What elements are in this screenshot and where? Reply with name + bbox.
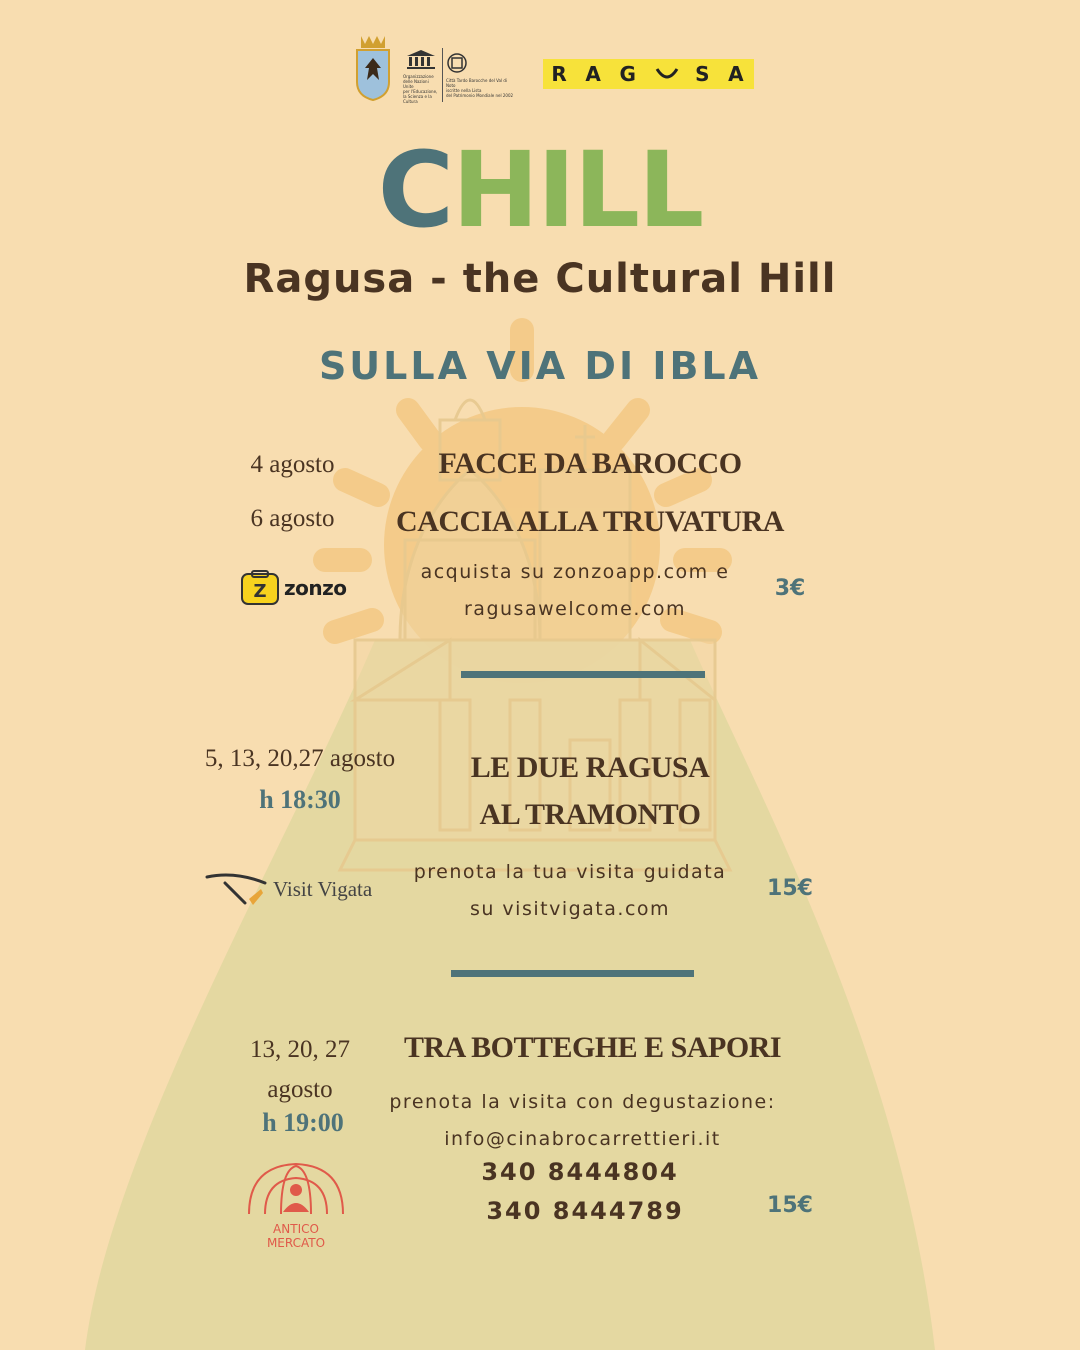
booking-info-line: acquista su zonzoapp.com e bbox=[420, 561, 730, 583]
ragusa-brand-logo bbox=[543, 59, 754, 89]
ragusa-letter: A bbox=[728, 62, 746, 86]
zonzo-logo[interactable] bbox=[240, 569, 355, 607]
booking-info-line: su visitvigata.com bbox=[469, 898, 671, 920]
event-date-line: 13, 20, 27 bbox=[250, 1036, 350, 1063]
booking-info-line: info@cinabrocarrettieri.it bbox=[444, 1128, 721, 1150]
booking-info-line: prenota la tua visita guidata bbox=[413, 861, 727, 883]
svg-text:Z: Z bbox=[253, 581, 267, 602]
unesco-caption: Organizzazione delle Nazioni Unite per l'Educazione, la Scienza e la Cultura bbox=[403, 74, 438, 104]
ragusa-letter: S bbox=[695, 62, 712, 86]
market-arches-icon bbox=[243, 1160, 349, 1216]
price-label: 15€ bbox=[767, 876, 813, 901]
section-divider bbox=[451, 970, 694, 977]
phone-number[interactable]: 340 8444789 bbox=[486, 1197, 684, 1225]
event-date: 4 agosto bbox=[250, 451, 335, 478]
antico-mercato-wordmark: ANTICO MERCATO bbox=[266, 1222, 326, 1250]
event-date-line: agosto bbox=[267, 1076, 333, 1103]
event-date: 5, 13, 20,27 agosto bbox=[204, 745, 396, 772]
zonzo-icon bbox=[240, 570, 280, 606]
ragusa-letter: R bbox=[551, 62, 569, 86]
subtitle: Ragusa - the Cultural Hill bbox=[243, 256, 837, 302]
booking-info-line: prenota la visita con degustazione: bbox=[389, 1091, 776, 1113]
antico-mercato-logo[interactable] bbox=[243, 1160, 349, 1250]
booking-info bbox=[375, 1084, 790, 1158]
visit-vigata-wordmark: Visit Vigata bbox=[273, 876, 373, 901]
event-title: CACCIA ALLA TRUVATURA bbox=[396, 505, 784, 538]
event-title: TRA BOTTEGHE E SAPORI bbox=[403, 1031, 782, 1064]
event-title: FACCE DA BAROCCO bbox=[438, 447, 742, 480]
coat-of-arms-logo bbox=[353, 34, 393, 102]
event-title-line: AL TRAMONTO bbox=[479, 798, 701, 831]
visit-vigata-logo[interactable] bbox=[205, 868, 390, 910]
event-title-line: LE DUE RAGUSA bbox=[470, 751, 710, 784]
world-heritage-caption: Città Tardo Barocche del Val di Noto iscritte nella Lista del Patrimonio Mondiale nel 2002 bbox=[446, 78, 514, 98]
booking-info bbox=[395, 854, 745, 928]
chill-title-first-letter: C bbox=[377, 129, 453, 251]
event-date: 6 agosto bbox=[250, 505, 335, 532]
section-divider bbox=[461, 671, 705, 678]
unesco-logo bbox=[403, 48, 439, 104]
event-title bbox=[400, 744, 780, 838]
event-time: h 18:30 bbox=[259, 785, 341, 814]
chill-title bbox=[0, 129, 1080, 251]
zonzo-wordmark: zonzo bbox=[284, 576, 347, 600]
smile-icon bbox=[655, 62, 679, 86]
chill-title-rest: HILL bbox=[452, 129, 703, 251]
world-heritage-logo bbox=[446, 52, 516, 96]
event-time: h 19:00 bbox=[262, 1108, 344, 1137]
ragusa-letter: G bbox=[619, 62, 638, 86]
price-label: 15€ bbox=[767, 1193, 813, 1218]
booking-info-line: ragusawelcome.com bbox=[464, 598, 686, 620]
vigata-brush-icon bbox=[205, 869, 269, 909]
event-date bbox=[225, 1030, 375, 1110]
price-label: 3€ bbox=[774, 576, 806, 601]
logo-divider bbox=[442, 48, 443, 102]
booking-info bbox=[380, 554, 770, 628]
section-heading: SULLA VIA DI IBLA bbox=[318, 344, 762, 388]
phone-number[interactable]: 340 8444804 bbox=[481, 1158, 679, 1186]
ragusa-letter: A bbox=[585, 62, 603, 86]
